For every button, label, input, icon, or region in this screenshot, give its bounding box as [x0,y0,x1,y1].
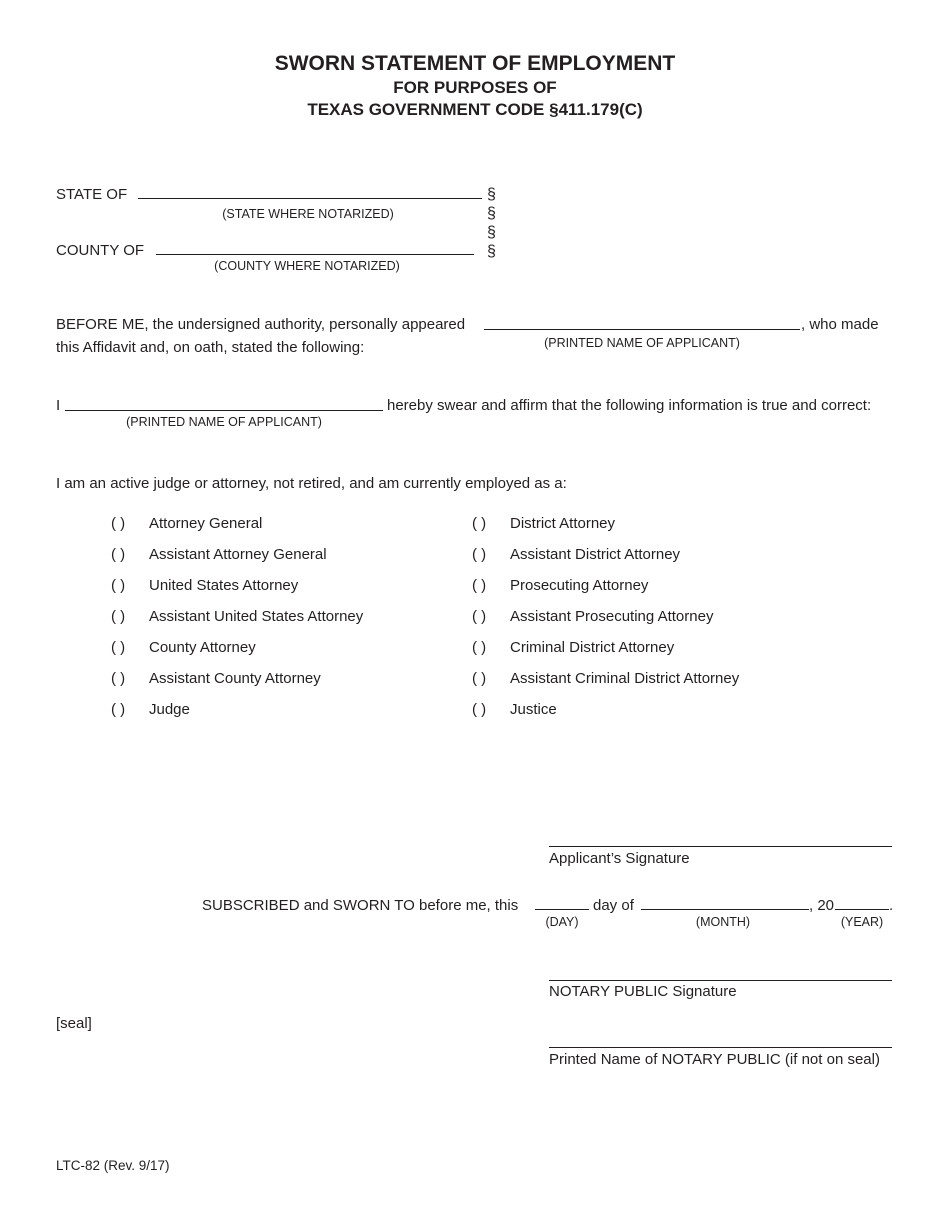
form-code-reference: TEXAS GOVERNMENT CODE §411.179(C) [307,100,643,119]
notary-printed-name-line[interactable] [549,1047,892,1048]
year-field-line[interactable] [835,909,889,910]
checkbox[interactable]: ( ) [111,670,126,687]
appeared-name-line[interactable] [484,329,800,330]
checkbox[interactable]: ( ) [111,577,126,594]
oath-name-caption: (PRINTED NAME OF APPLICANT) [126,415,322,429]
before-me-text: BEFORE ME, the undersigned authority, personally appeared [56,316,466,333]
option-assistant-united-states-attorney[interactable]: ( ) Assistant United States Attorney [111,608,364,625]
who-made-text: , who made [801,316,879,333]
day-of-text: day of [593,897,634,914]
option-assistant-criminal-district-attorney[interactable]: ( ) Assistant Criminal District Attorney [472,670,740,687]
section-symbol: § [487,224,496,241]
option-justice[interactable]: ( ) Justice [472,701,557,718]
seal-label: [seal] [56,1015,92,1032]
oath-name-line[interactable] [65,410,383,411]
notary-printed-name-label: Printed Name of NOTARY PUBLIC (if not on seal) [549,1051,880,1068]
form-title: SWORN STATEMENT OF EMPLOYMENT [274,52,676,75]
oath-prefix: I [56,397,61,414]
section-symbol: § [487,186,496,203]
option-attorney-general[interactable]: ( ) Attorney General [111,515,263,532]
option-assistant-county-attorney[interactable]: ( ) Assistant County Attorney [111,670,321,687]
year-prefix-text: , 20 [809,897,835,914]
year-caption: (YEAR) [840,915,884,929]
section-symbol: § [487,243,496,260]
jurat-text: SUBSCRIBED and SWORN TO before me, this [202,897,519,914]
notary-signature-label: NOTARY PUBLIC Signature [549,983,737,1000]
option-county-attorney[interactable]: ( ) County Attorney [111,639,256,656]
checkbox[interactable]: ( ) [472,546,487,563]
county-field-line[interactable] [156,254,474,255]
checkbox[interactable]: ( ) [111,639,126,656]
state-field-line[interactable] [138,198,482,199]
applicant-signature-label: Applicant’s Signature [549,850,690,867]
state-label: STATE OF [56,186,128,203]
employment-intro: I am an active judge or attorney, not retired, and am currently employed as a: [56,475,567,492]
day-caption: (DAY) [545,915,579,929]
form-subtitle: FOR PURPOSES OF [393,78,557,97]
state-caption: (STATE WHERE NOTARIZED) [222,207,394,221]
checkbox[interactable]: ( ) [111,608,126,625]
option-assistant-prosecuting-attorney[interactable]: ( ) Assistant Prosecuting Attorney [472,608,714,625]
checkbox[interactable]: ( ) [111,701,126,718]
month-caption: (MONTH) [695,915,751,929]
jurat-period: . [889,897,894,914]
checkbox[interactable]: ( ) [472,515,487,532]
county-caption: (COUNTY WHERE NOTARIZED) [214,259,400,273]
option-assistant-district-attorney[interactable]: ( ) Assistant District Attorney [472,546,681,563]
checkbox[interactable]: ( ) [472,639,487,656]
option-prosecuting-attorney[interactable]: ( ) Prosecuting Attorney [472,577,649,594]
option-criminal-district-attorney[interactable]: ( ) Criminal District Attorney [472,639,675,656]
county-label: COUNTY OF [56,242,145,259]
checkbox[interactable]: ( ) [472,670,487,687]
appeared-name-caption: (PRINTED NAME OF APPLICANT) [544,336,740,350]
checkbox[interactable]: ( ) [472,608,487,625]
option-judge[interactable]: ( ) Judge [111,701,190,718]
checkbox[interactable]: ( ) [111,515,126,532]
day-field-line[interactable] [535,909,589,910]
oath-text: hereby swear and affirm that the following information is true and correct: [387,397,872,414]
checkbox[interactable]: ( ) [472,701,487,718]
section-symbol: § [487,205,496,222]
option-united-states-attorney[interactable]: ( ) United States Attorney [111,577,299,594]
checkbox[interactable]: ( ) [111,546,126,563]
checkbox[interactable]: ( ) [472,577,487,594]
applicant-signature-line[interactable] [549,846,892,847]
option-district-attorney[interactable]: ( ) District Attorney [472,515,616,532]
affidavit-text: this Affidavit and, on oath, stated the following: [56,339,365,356]
month-field-line[interactable] [641,909,809,910]
notary-signature-line[interactable] [549,980,892,981]
form-id: LTC-82 (Rev. 9/17) [56,1158,170,1173]
option-assistant-attorney-general[interactable]: ( ) Assistant Attorney General [111,546,327,563]
